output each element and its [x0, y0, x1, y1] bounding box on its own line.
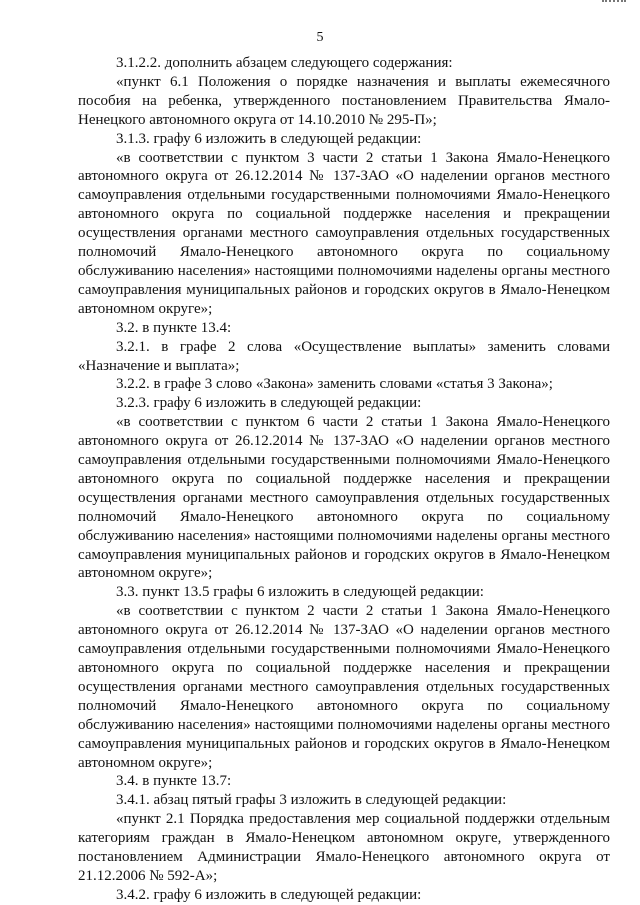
paragraph-quote-6-1: «пункт 6.1 Положения о порядке назначения и выплаты ежемесячного пособия на ребенка, утвержденного постановлением Правительства Ямало-Ненецкого автономного округа от 14.10.2010 № 295-П»;	[78, 73, 610, 128]
scan-corner-mark	[602, 0, 626, 6]
page-number: 5	[316, 30, 324, 45]
paragraph-3-4-1: 3.4.1. абзац пятый графы 3 изложить в следующей редакции:	[116, 792, 507, 809]
document-body	[78, 54, 610, 905]
paragraph-quote-3-4-1: «пункт 2.1 Порядка предоставления мер социальной поддержки отдельным категориям граждан в Ямало-Ненецком автономном округе, утвержденного постановлением Администрации Ямало-Ненецкого автономного округа от 21.12.2006 № 592-А»;	[78, 811, 610, 884]
paragraph-3-2-3: 3.2.3. графу 6 изложить в следующей редакции:	[116, 395, 422, 412]
paragraph-3-2-1: 3.2.1. в графе 2 слова «Осуществление выплаты» заменить словами «Назначение и выплата»;	[78, 338, 610, 374]
paragraph-3-2: 3.2. в пункте 13.4:	[116, 319, 232, 336]
paragraph-3-2-2: 3.2.2. в графе 3 слово «Закона» заменить словами «статья 3 Закона»;	[116, 376, 553, 393]
paragraph-quote-3-1-3: «в соответствии с пунктом 3 части 2 статьи 1 Закона Ямало-Ненецкого автономного округа от 26.12.2014 № 137-ЗАО «О наделении органов местного самоуправления отдельными государственными полномочиями Ямало-Ненецкого автономного округа по социальной поддержке населения и прекращении осуществления органами местного самоуправления отдельных государственных полномочий Ямало-Ненецкого автономного округа по социальному обслуживанию населения» настоящими полномочиями наделены органы местного самоуправления муниципальных районов и городских округов в Ямало-Ненецком автономном округе»;	[78, 149, 610, 317]
paragraph-3-1-2-2: 3.1.2.2. дополнить абзацем следующего содержания:	[116, 55, 453, 71]
paragraph-3-1-3: 3.1.3. графу 6 изложить в следующей редакции:	[116, 130, 422, 147]
paragraph-3-4: 3.4. в пункте 13.7:	[116, 773, 232, 790]
paragraph-3-4-2: 3.4.2. графу 6 изложить в следующей редакции:	[116, 886, 422, 903]
paragraph-3-3: 3.3. пункт 13.5 графы 6 изложить в следующей редакции:	[116, 584, 484, 601]
paragraph-quote-3-2-3: «в соответствии с пунктом 6 части 2 статьи 1 Закона Ямало-Ненецкого автономного округа от 26.12.2014 № 137-ЗАО «О наделении органов местного самоуправления отдельными государственными полномочиями Ямало-Ненецкого автономного округа по социальной поддержке населения и прекращении осуществления органами местного самоуправления отдельных государственных полномочий Ямало-Ненецкого автономного округа по социальному обслуживанию населения» настоящими полномочиями наделены органы местного самоуправления муниципальных районов и городских округов в Ямало-Ненецком автономном округе»;	[78, 414, 610, 582]
paragraph-quote-3-3: «в соответствии с пунктом 2 части 2 статьи 1 Закона Ямало-Ненецкого автономного округа от 26.12.2014 № 137-ЗАО «О наделении органов местного самоуправления отдельными государственными полномочиями Ямало-Ненецкого автономного округа по социальной поддержке населения и прекращении осуществления органами местного самоуправления отдельных государственных полномочий Ямало-Ненецкого автономного округа по социальному обслуживанию населения» настоящими полномочиями наделены органы местного самоуправления муниципальных районов и городских округов в Ямало-Ненецком автономном округе»;	[78, 603, 610, 771]
